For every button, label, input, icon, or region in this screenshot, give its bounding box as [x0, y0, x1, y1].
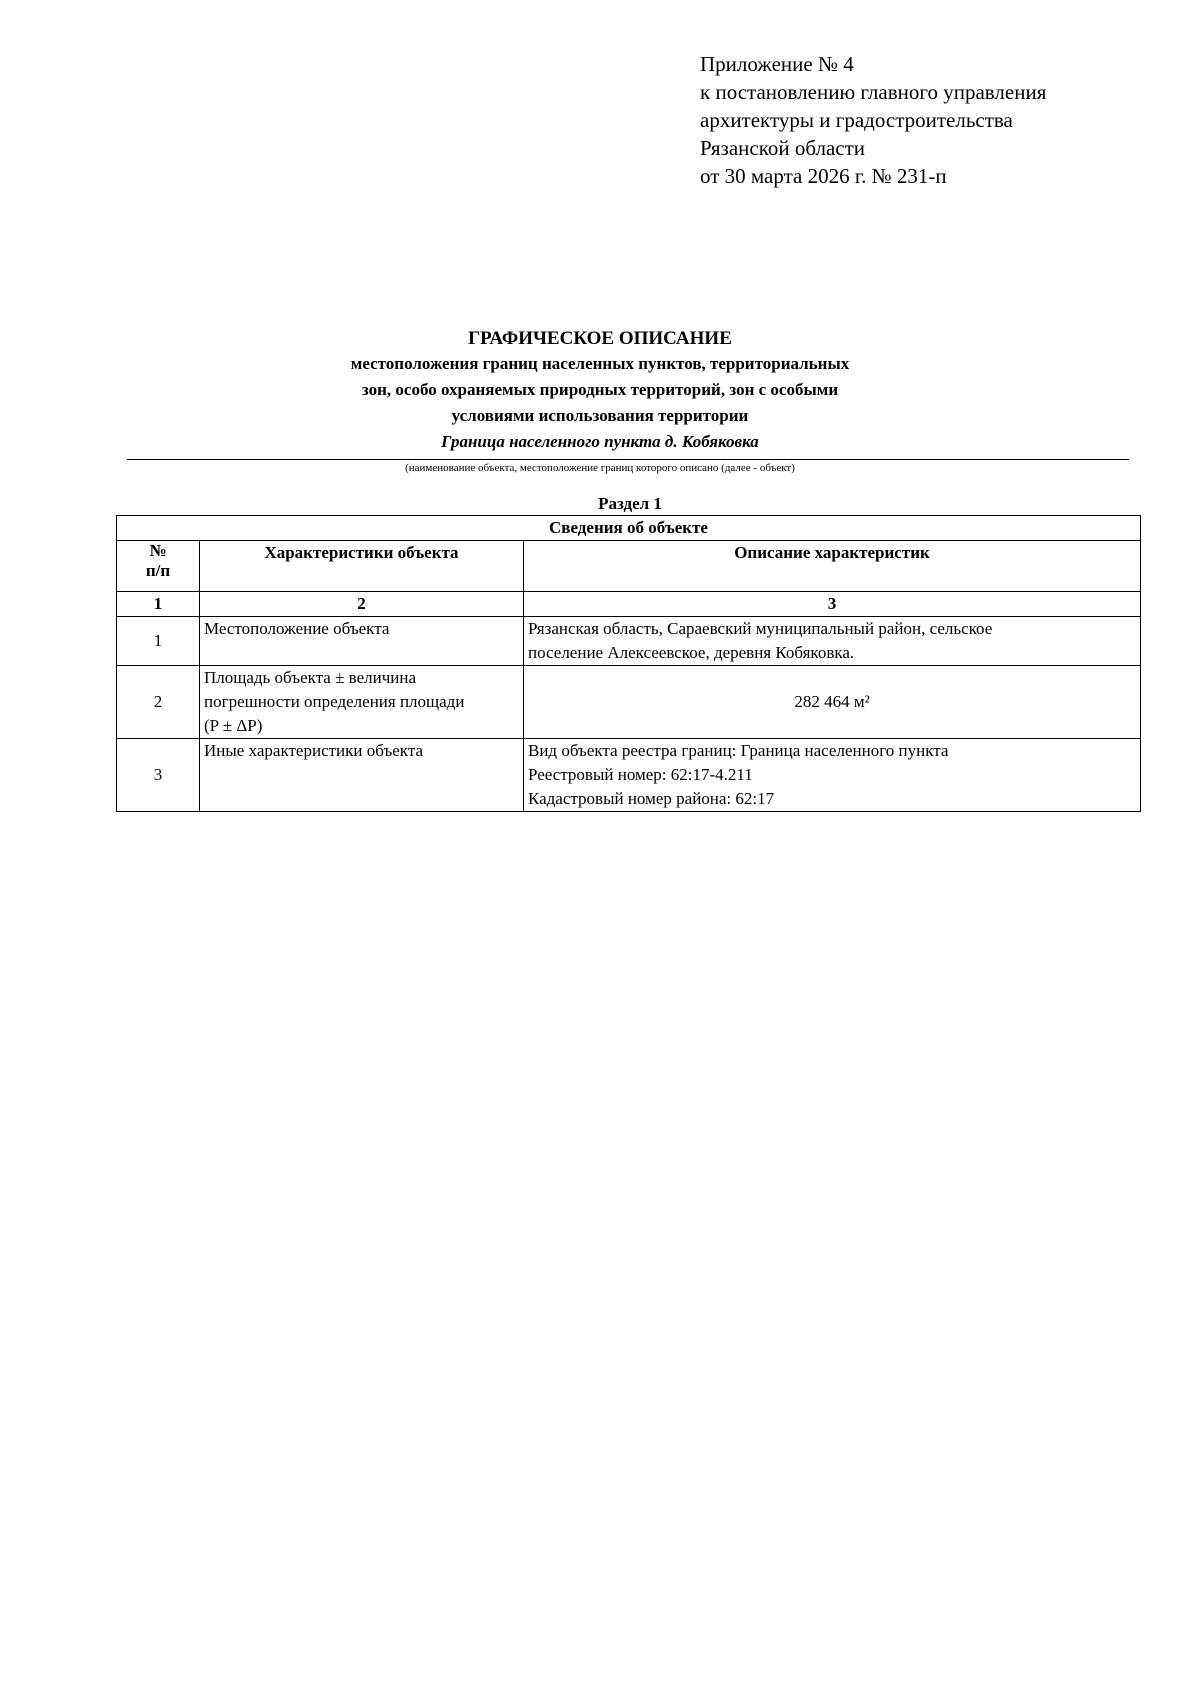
column-number-row	[117, 592, 1141, 617]
header-number	[117, 541, 200, 592]
document-subtitle-line: местоположения границ населенных пунктов, территориальных	[350, 354, 850, 373]
annex-line: архитектуры и градостроительства	[700, 108, 1013, 132]
annex-header	[700, 50, 1046, 190]
row-number: 2	[117, 666, 200, 739]
object-name-caption: (наименование объекта, местоположение границ которого описано (далее - объект)	[405, 462, 795, 474]
section-title: Раздел 1	[598, 494, 662, 513]
row-characteristic	[200, 666, 524, 739]
annex-line: Рязанской области	[700, 136, 866, 160]
underline-divider	[127, 459, 1129, 460]
document-title: ГРАФИЧЕСКОЕ ОПИСАНИЕ	[468, 328, 732, 349]
table-row	[117, 666, 1141, 739]
table-row	[117, 739, 1141, 812]
object-info-table	[116, 515, 1141, 812]
header-number-abbr: п/п	[145, 561, 171, 580]
document-subtitle-line: зон, особо охраняемых природных территорий, зон с особыми	[361, 380, 839, 399]
characteristic-line: Площадь объекта ± величина	[204, 668, 417, 687]
table-row	[117, 617, 1141, 666]
column-number: 1	[117, 592, 200, 617]
row-number: 3	[117, 739, 200, 812]
header-number-sign: №	[149, 541, 167, 560]
annex-line: Приложение № 4	[700, 52, 854, 76]
row-characteristic: Иные характеристики объекта	[200, 739, 524, 812]
annex-line: к постановлению главного управления	[700, 80, 1047, 104]
row-description	[524, 617, 1141, 666]
table-title: Сведения об объекте	[117, 516, 1141, 541]
annex-date: от 30 марта 2026 г. № 231-п	[700, 164, 947, 188]
description-line: поселение Алексеевское, деревня Кобяковка.	[528, 643, 855, 662]
document-title-block	[0, 327, 1200, 455]
description-line: Кадастровый номер района: 62:17	[528, 789, 775, 808]
row-description: 282 464 м²	[524, 666, 1141, 739]
row-number: 1	[117, 617, 200, 666]
characteristic-line: (P ± ΔP)	[204, 716, 263, 735]
column-number: 3	[524, 592, 1141, 617]
header-description: Описание характеристик	[524, 541, 1141, 592]
header-characteristic: Характеристики объекта	[200, 541, 524, 592]
object-name: Граница населенного пункта д. Кобяковка	[441, 432, 759, 451]
row-characteristic: Местоположение объекта	[200, 617, 524, 666]
row-description	[524, 739, 1141, 812]
table-header-row	[117, 541, 1141, 592]
description-line: Рязанская область, Сараевский муниципальный район, сельское	[528, 619, 993, 638]
table-title-row	[117, 516, 1141, 541]
characteristic-line: погрешности определения площади	[204, 692, 465, 711]
column-number: 2	[200, 592, 524, 617]
document-subtitle-line: условиями использования территории	[451, 406, 749, 425]
description-line: Реестровый номер: 62:17-4.211	[528, 765, 753, 784]
description-line: Вид объекта реестра границ: Граница населенного пункта	[528, 741, 949, 760]
